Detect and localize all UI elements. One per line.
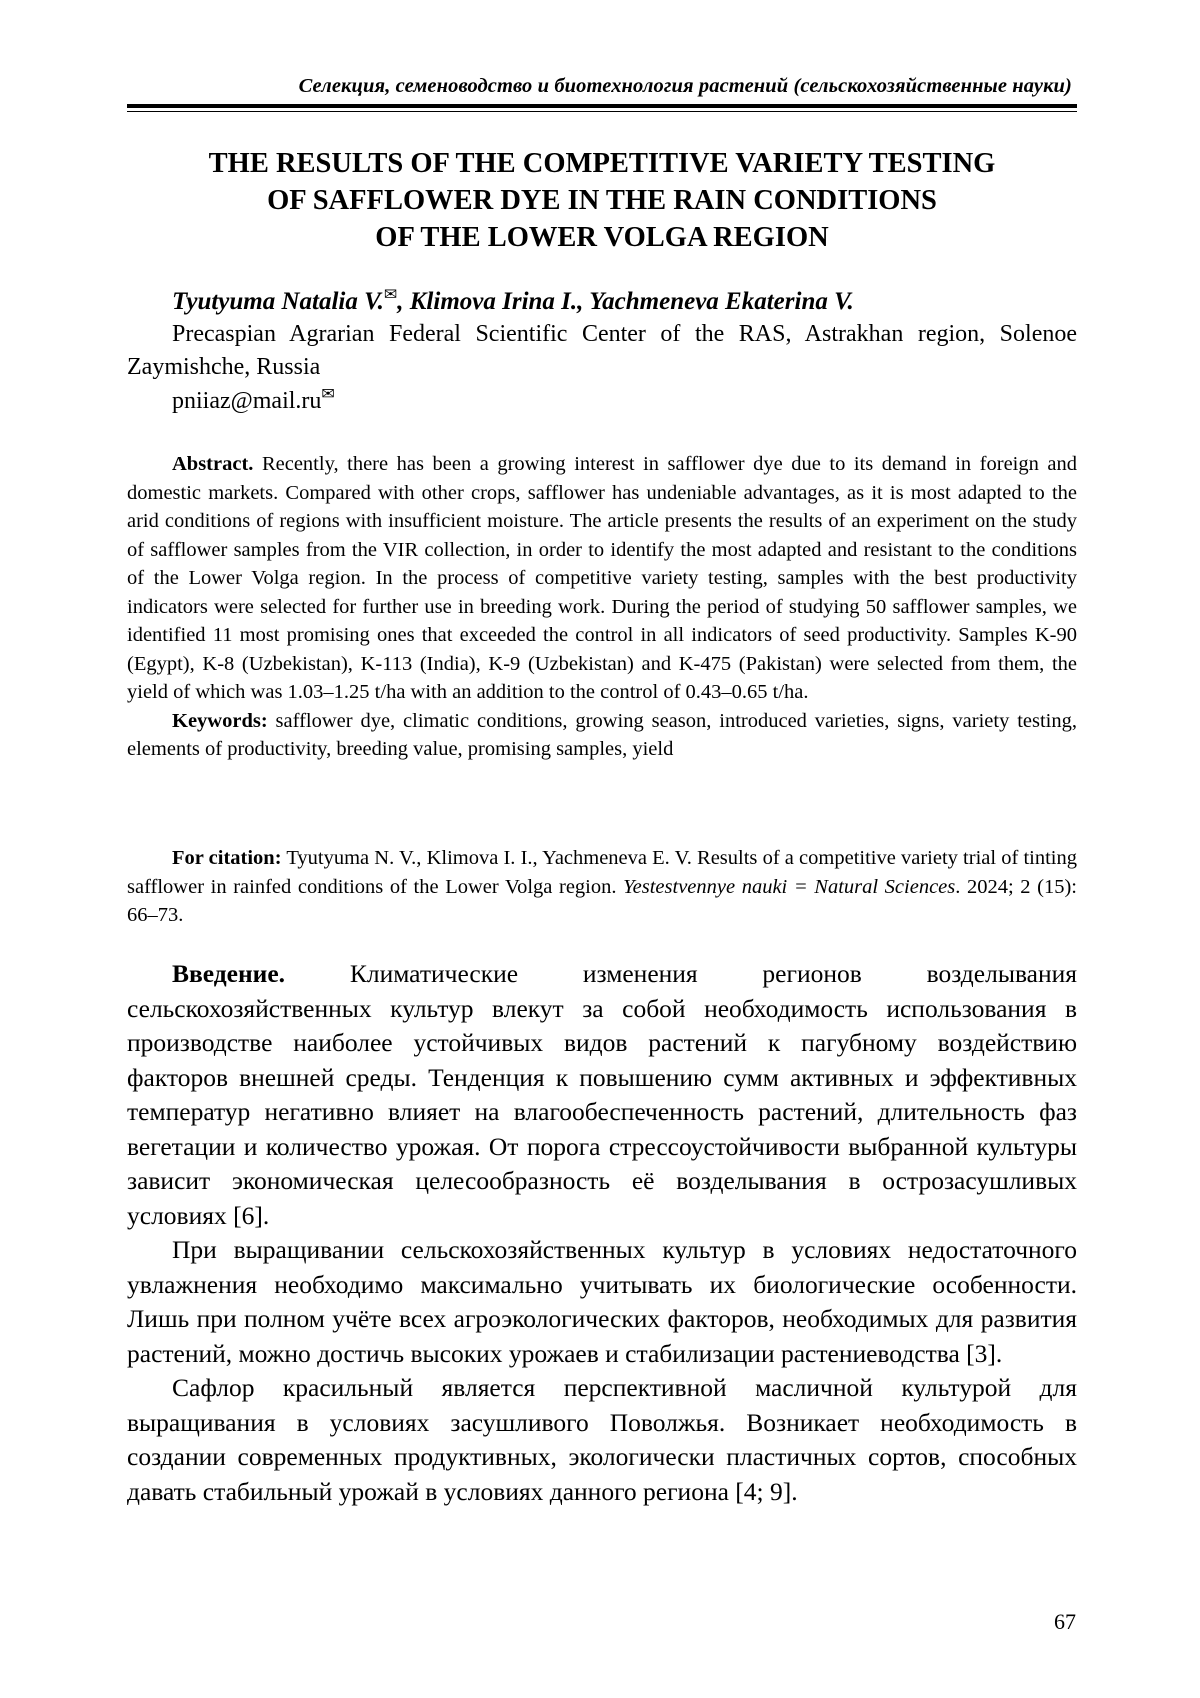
contact-email[interactable]: [172, 386, 335, 416]
affiliation: Precaspian Agrarian Federal Scientific Center of the RAS, Astrakhan region, Solenoe Zaymishche, Russia: [127, 321, 1077, 380]
body-paragraph-2: При выращивании сельскохозяйственных культур в условиях недостаточного увлажнения необходимо максимально учитывать их биологические особенности. Лишь при полном учёте всех агроэкологических факторов, необходимых для развития растений, можно достичь высоких урожаев и стабилизации растениеводства [3].: [127, 1235, 1077, 1368]
running-head: Селекция, семеноводство и биотехнология растений (сельскохозяйственные науки): [298, 75, 1072, 97]
body-paragraph-1: [127, 957, 1077, 1233]
citation-text: Tyutyuma N. V., Klimova I. I., Yachmeneva E. V. Results of a competitive variety trial of tinting safflower in rainfed conditions of the Lower Volga region.: [127, 847, 1077, 898]
abstract-text: Recently, there has been a growing interest in safflower dye due to its demand in foreign and domestic markets. Compared with other crops, safflower has undeniable advantages, as it is most adapted to the arid conditions of regions with insufficient moisture. The article presents the results of an experiment on the study of safflower samples from the VIR collection, in order to identify the most adapted and resistant to the conditions of the Lower Volga region. In the process of competitive variety testing, samples with the best productivity indicators were selected for further use in breeding work. During the period of studying 50 safflower samples, we identified 11 most promising ones that exceeded the control in all indicators of seed productivity. Samples K-90 (Egypt), K-8 (Uzbekistan), K-113 (India), K-9 (Uzbekistan) and K-475 (Pakistan) were selected from them, the yield of which was 1.03–1.25 t/ha with an addition to the control of 0.43–0.65 t/ha.: [127, 453, 1077, 703]
article-title: [127, 145, 1077, 256]
keywords: [127, 707, 1077, 764]
abstract: [127, 450, 1077, 707]
abstract-label: Abstract.: [172, 453, 254, 475]
citation: [127, 844, 1077, 930]
author-first: Tyutyuma Natalia V.: [172, 288, 384, 315]
paragraph-1-text: Климатические изменения регионов возделывания сельскохозяйственных культур влекут за собой необходимость использования в производстве наиболее устойчивых видов растений к пагубному воздействию факторов внешней среды. Тенденция к повышению сумм активных и эффективных температур негативно влияет на влагообеспеченность растений, длительность фаз вегетации и количество урожая. От порога стрессоустойчивости выбранной культуры зависит экономическая целесообразность её возделывания в острозасушливых условиях [6].: [127, 959, 1077, 1230]
author-list: [172, 287, 1072, 317]
citation-label: For citation:: [172, 847, 282, 869]
citation-tail: . 2024; 2 (15): 66–73.: [127, 875, 1078, 926]
intro-label: Введение.: [172, 959, 286, 988]
envelope-icon: ✉: [383, 286, 398, 304]
title-line-3: OF THE LOWER VOLGA REGION: [375, 222, 829, 253]
title-line-1: THE RESULTS OF THE COMPETITIVE VARIETY TESTING: [208, 148, 996, 179]
page-number: 67: [1054, 1609, 1076, 1634]
author-rest: , Klimova Irina I., Yachmeneva Ekaterina V.: [397, 288, 854, 315]
title-line-2: OF SAFFLOWER DYE IN THE RAIN CONDITIONS: [267, 185, 937, 216]
header-rule-thick: [127, 104, 1077, 108]
header-rule-thin: [127, 111, 1077, 112]
citation-journal: Yestestvennye nauki = Natural Sciences: [623, 875, 956, 898]
keywords-text: safflower dye, climatic conditions, growing season, introduced varieties, signs, variety testing, elements of productivity, breeding value, promising samples, yield: [127, 709, 1077, 760]
body-text: [127, 957, 1077, 1509]
abstract-block: [127, 450, 1077, 764]
envelope-icon: ✉: [321, 386, 335, 403]
email-address[interactable]: pniiaz@mail.ru: [172, 388, 322, 414]
body-paragraph-3: Сафлор красильный является перспективной масличной культурой для выращивания в условиях засушливого Поволжья. Возникает необходимость в создании современных продуктивных, экологически пластичных сортов, способных давать стабильный урожай в условиях данного региона [4; 9].: [127, 1373, 1077, 1506]
keywords-label: Keywords:: [172, 709, 268, 732]
